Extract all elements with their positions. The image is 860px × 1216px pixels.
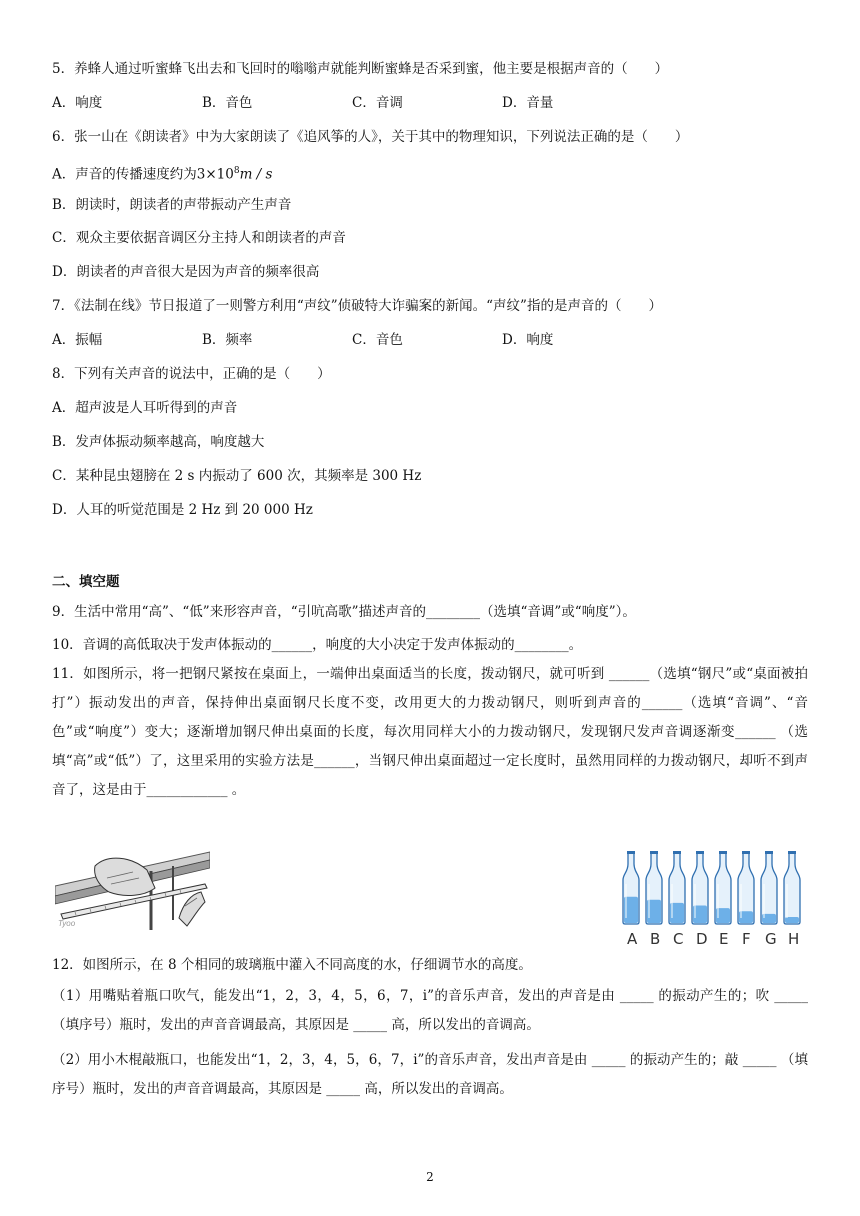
ruler-figure-watermark: Tyoo [58,919,76,928]
bottle-label-a: A [627,930,638,948]
q7-stem: 7．《法制在线》节日报道了一则警方利用“声纹”侦破特大诈骗案的新闻。“声纹”指的是声音的（ ） [52,298,662,314]
q6-stem: 6．张一山在《朗读者》中为大家朗读了《追风筝的人》，关于其中的物理知识，下列说法正确的是（ ） [52,129,689,145]
q6-option-a-prefix: A．声音的传播速度约为3×10 [52,166,234,183]
q8-stem: 8．下列有关声音的说法中，正确的是（ ） [52,366,331,382]
bottle-lip [788,851,796,854]
bottle-label-b: B [650,930,661,948]
q5-stem: 5．养蜂人通过听蜜蜂飞出去和飞回时的嗡嗡声就能判断蜜蜂是否采到蜜，他主要是根据声音的（ ） [52,61,669,77]
q6-option-b: B．朗读时，朗读者的声带振动产生声音 [52,197,292,213]
q9-text: 9．生活中常用“高”、“低”来形容声音，“引吭高歌”描述声音的________（选填“音调”或“响度”）。 [52,604,636,620]
q5-option-d: D．音量 [502,95,554,111]
bottle-label-d: D [696,930,708,948]
q12-part1: （1）用嘴贴着瓶口吹气，能发出“1，2，3，4，5，6，7，i”的音乐声音，发出的声音是由 _____ 的振动产生的；吹 _____ （填序号）瓶时，发出的声音音调最高，其原因是 _____ 高，所以发出的音调高。 [52,988,808,1033]
bottle-e [715,851,731,924]
bottles-figure [618,850,810,930]
q7-option-b: B．频率 [202,332,253,348]
bottle-label-e: E [719,930,729,948]
bottle-h [784,851,800,924]
q7-option-c: C．音色 [352,332,403,348]
q8-option-c: C．某种昆虫翅膀在 2 s 内振动了 600 次，其频率是 300 Hz [52,468,422,484]
bottle-labels [623,930,808,950]
q8-option-a: A．超声波是人耳听得到的声音 [52,400,238,416]
bottle-f [738,851,754,924]
bottle-label-h: H [788,930,800,948]
bottle-c [669,851,685,924]
q5-option-b: B．音色 [202,95,253,111]
page-number: 2 [426,1170,434,1184]
q6-option-a-exponent: 8 [233,166,240,176]
bottle-label-f: F [742,930,751,948]
bottle-lip [742,851,750,854]
bottle-lip [673,851,681,854]
q5-option-a: A．响度 [52,95,103,111]
bottle-label-g: G [765,930,777,948]
bottle-b [646,851,662,924]
q5-options [52,94,752,112]
section-title-fill-in: 二、填空题 [52,574,120,590]
bottle-lip [696,851,704,854]
bottle-g [761,851,777,924]
bottle-lip [719,851,727,854]
bottle-lip [765,851,773,854]
q6-option-d: D．朗读者的声音很大是因为声音的频率很高 [52,264,320,280]
ruler-experiment-figure [55,848,210,930]
q8-option-b: B．发声体振动频率越高，响度越大 [52,434,265,450]
bottle-a [623,851,639,924]
q8-option-d: D．人耳的听觉范围是 2 Hz 到 20 000 Hz [52,502,313,518]
q5-option-c: C．音调 [352,95,403,111]
bottle-label-c: C [673,930,684,948]
q7-option-a: A．振幅 [52,332,103,348]
q11-text: 11．如图所示，将一把钢尺紧按在桌面上，一端伸出桌面适当的长度，拨动钢尺，就可听到 ______（选填“钢尺”或“桌面被拍打”）振动发出的声音，保持伸出桌面钢尺长度不变，改用更大的力拨动钢尺，则听到声音的______（选填“音调”、“音色”或“响度”）变大；逐渐增加钢尺伸出桌面的长度，每次用同样大小的力拨动钢尺，发现钢尺发声音调逐渐变______ （选填“高”或“低”）了，这里采用的实验方法是______，当钢尺伸出桌面超过一定长度时，虽然用同样的力拨动钢尺，却听不到声音了，这是由于____________ 。 [52,666,808,798]
bottle-d [692,851,708,924]
q12-part2: （2）用小木棍敲瓶口，也能发出“1，2，3，4，5，6，7，i”的音乐声音，发出声音是由 _____ 的振动产生的；敲 _____ （填序号）瓶时，发出的声音音调最高，其原因是 _____ 高，所以发出的音调高。 [52,1052,808,1097]
q6-option-c: C．观众主要依据音调区分主持人和朗读者的声音 [52,230,346,246]
q6-option-a [52,162,272,184]
bottle-lip [627,851,635,854]
bottle-lip [650,851,658,854]
q12-stem: 12．如图所示，在 8 个相同的玻璃瓶中灌入不同高度的水，仔细调节水的高度。 [52,957,532,973]
q6-option-a-unit: m / s [239,166,273,183]
q7-options [52,331,752,349]
q7-option-d: D．响度 [502,332,554,348]
q10-text: 10．音调的高低取决于发声体振动的______，响度的大小决定于发声体振动的________。 [52,637,583,653]
